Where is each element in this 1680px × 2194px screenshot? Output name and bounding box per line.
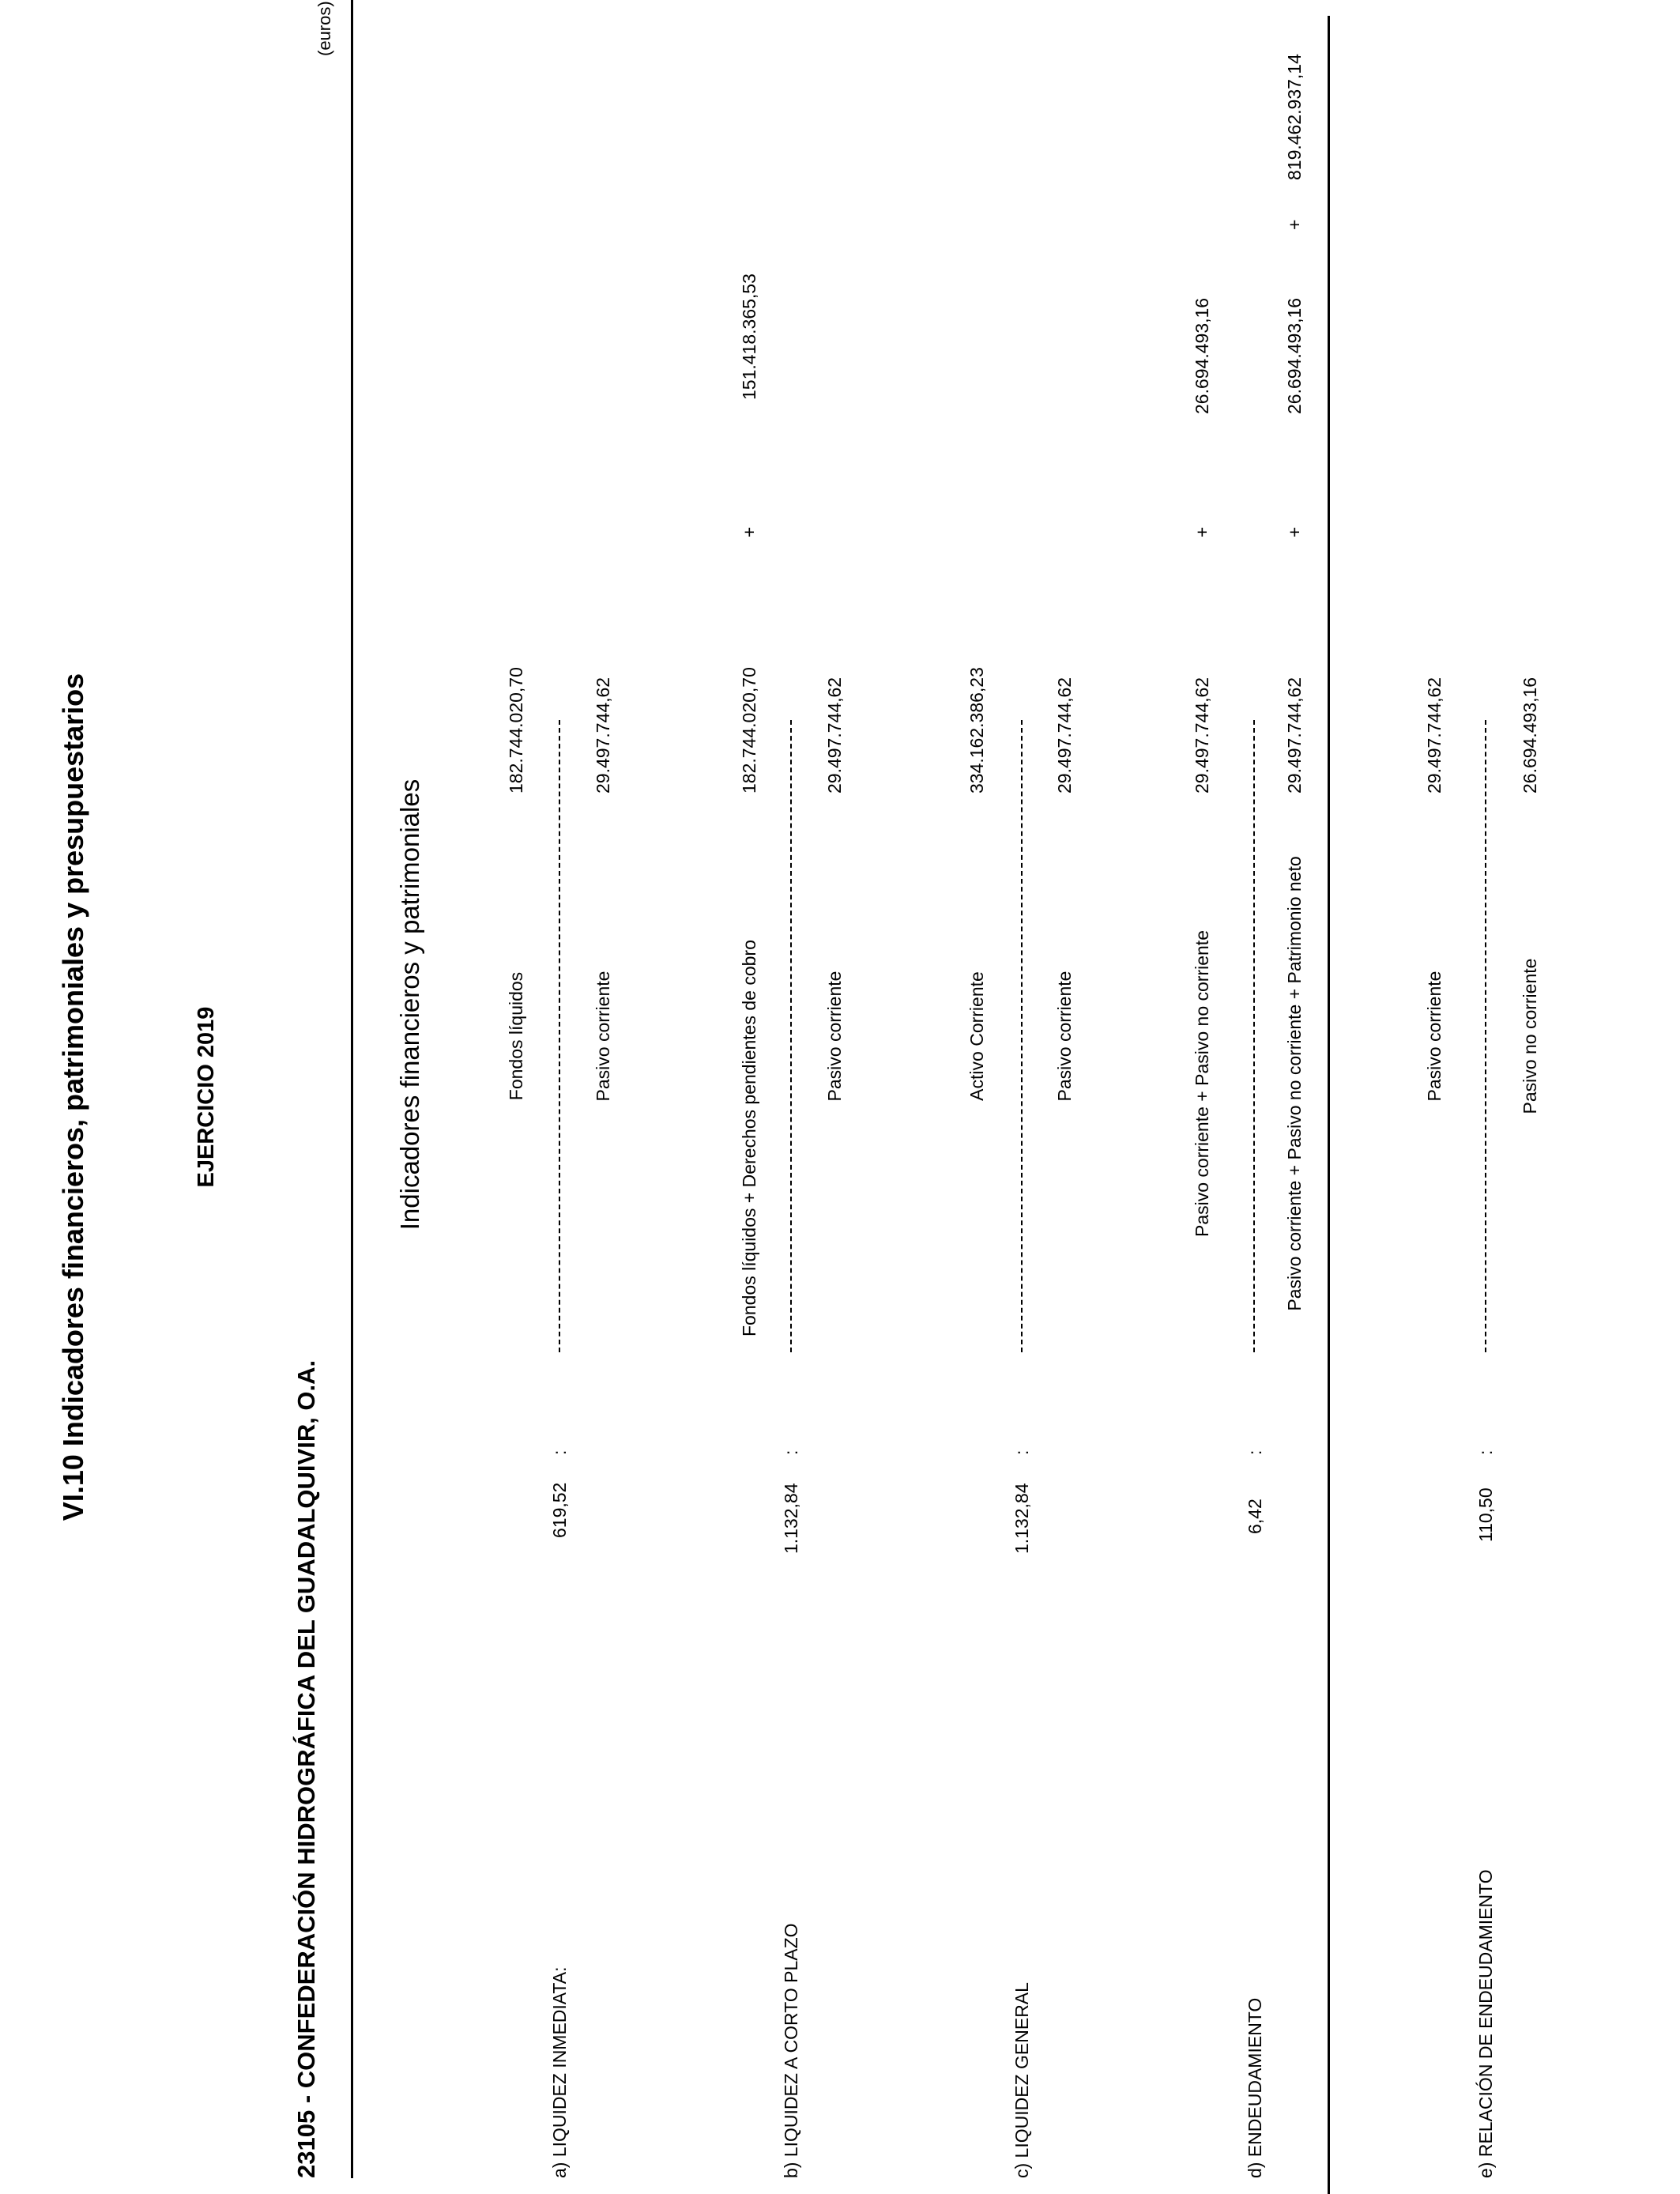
indicator-colon-c: : [1011, 1449, 1032, 1455]
indicator-label-d: d) ENDEUDAMIENTO [1245, 1997, 1265, 2178]
currency-units: (euros) [315, 1, 334, 56]
numerator-value-a-1: 182.744.020,70 [506, 667, 526, 794]
numerator-terms-e: Pasivo corriente [1424, 971, 1445, 1102]
bottom-rule [1328, 16, 1330, 2194]
numerator-value-d-1: 29.497.744,62 [1192, 677, 1212, 794]
indicator-value-d: 6,42 [1245, 1498, 1265, 1534]
indicator-value-e: 110,50 [1475, 1487, 1496, 1542]
top-rule [351, 0, 353, 2178]
denominator-terms-b: Pasivo corriente [824, 971, 845, 1102]
fraction-line-a [559, 720, 560, 1352]
plus-sign-d-1: + [1192, 526, 1212, 537]
denominator-value-e-1: 26.694.493,16 [1520, 677, 1540, 794]
numerator-terms-a: Fondos líquidos [506, 971, 526, 1101]
indicator-label-c: c) LIQUIDEZ GENERAL [1011, 1982, 1032, 2178]
indicator-label-e: e) RELACIÓN DE ENDEUDAMIENTO [1475, 1869, 1496, 2178]
indicator-colon-e: : [1475, 1449, 1496, 1455]
numerator-value-c-1: 334.162.386,23 [966, 667, 987, 794]
plus-sign-d-2: + [1284, 526, 1305, 537]
exercise-year: EJERCICIO 2019 [194, 1006, 219, 1188]
denominator-terms-a: Pasivo corriente [593, 971, 613, 1102]
numerator-terms-c: Activo Corriente [966, 971, 987, 1101]
denominator-value-b-1: 29.497.744,62 [824, 677, 845, 794]
denominator-value-c-1: 29.497.744,62 [1054, 677, 1075, 794]
indicator-label-a: a) LIQUIDEZ INMEDIATA: [549, 1966, 570, 2178]
fraction-line-d [1253, 720, 1255, 1352]
section-title: Indicadores financieros y patrimoniales [395, 778, 424, 1231]
denominator-terms-d: Pasivo corriente + Pasivo no corriente + Patrimonio neto [1284, 856, 1305, 1311]
indicator-colon-a: : [549, 1449, 570, 1455]
plus-sign-d-3: + [1284, 219, 1305, 230]
numerator-value-d-2: 26.694.493,16 [1192, 297, 1212, 414]
denominator-value-d-2: 26.694.493,16 [1284, 297, 1305, 414]
numerator-value-b-1: 182.744.020,70 [739, 667, 759, 794]
numerator-terms-b: Fondos líquidos + Derechos pendientes de cobro [739, 940, 759, 1336]
main-title: VI.10 Indicadores financieros, patrimoniales y presupuestarios [57, 673, 89, 1521]
denominator-terms-e: Pasivo no corriente [1520, 958, 1540, 1114]
denominator-value-d-1: 29.497.744,62 [1284, 677, 1305, 794]
denominator-terms-c: Pasivo corriente [1054, 971, 1075, 1102]
denominator-value-d-3: 819.462.937,14 [1284, 54, 1305, 180]
fraction-line-e [1485, 720, 1486, 1352]
fraction-line-c [1021, 720, 1023, 1352]
indicator-colon-d: : [1245, 1449, 1265, 1455]
entity-name: 23105 - CONFEDERACIÓN HIDROGRÁFICA DEL GUADALQUIVIR, O.A. [292, 1359, 320, 2178]
numerator-terms-d: Pasivo corriente + Pasivo no corriente [1192, 930, 1212, 1238]
plus-sign-b-1: + [739, 526, 759, 537]
numerator-value-b-2: 151.418.365,53 [739, 273, 759, 400]
fraction-line-b [790, 720, 792, 1352]
numerator-value-e-1: 29.497.744,62 [1424, 677, 1445, 794]
indicator-colon-b: : [781, 1449, 801, 1455]
denominator-value-a-1: 29.497.744,62 [593, 677, 613, 794]
indicator-value-b: 1.132,84 [781, 1483, 801, 1554]
indicator-value-c: 1.132,84 [1011, 1483, 1032, 1554]
indicator-value-a: 619,52 [549, 1482, 570, 1538]
indicator-label-b: b) LIQUIDEZ A CORTO PLAZO [781, 1923, 801, 2178]
